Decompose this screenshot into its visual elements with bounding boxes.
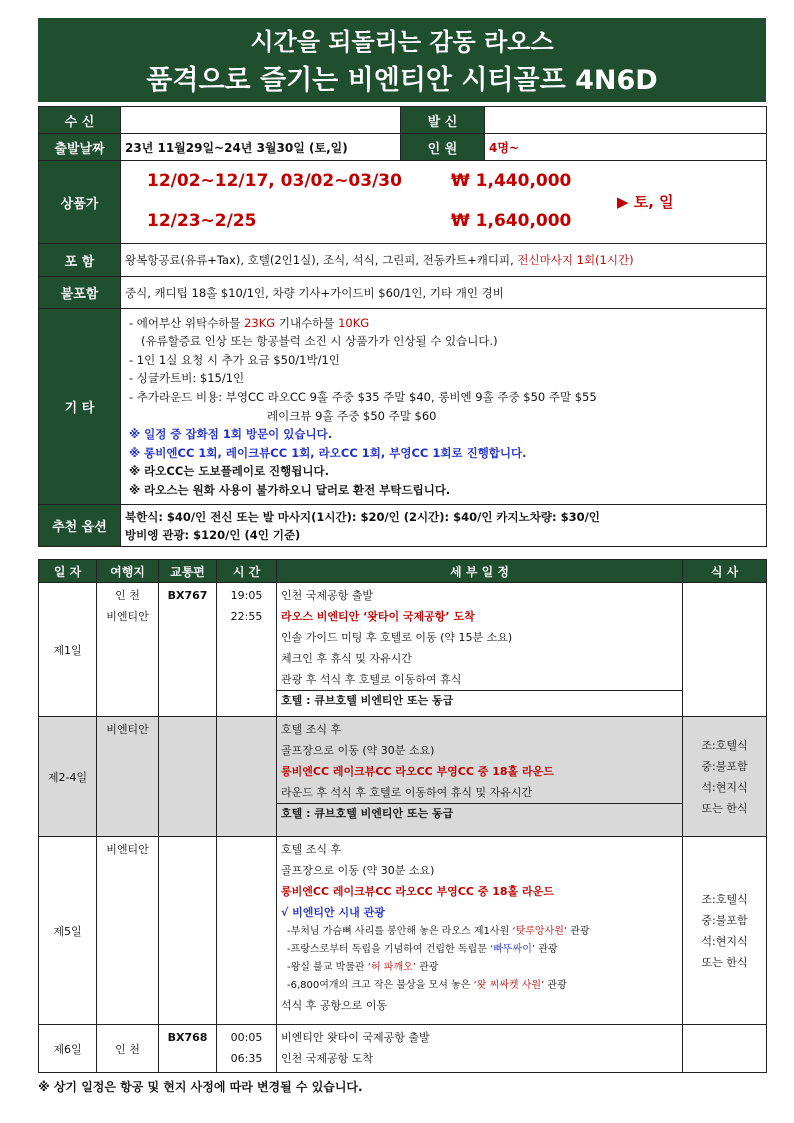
day1-flight: BX767	[159, 583, 217, 717]
day24-times	[217, 717, 277, 837]
day5-sight1-suffix: 관광	[567, 926, 590, 937]
day24-meal-lunch: 중:불포함	[701, 759, 748, 773]
recipient-label: 수 신	[39, 107, 121, 134]
day5-times	[217, 837, 277, 1025]
recipient-value	[121, 107, 401, 134]
etc-cart: - 싱글카트비: $15/1인	[129, 371, 245, 386]
day1-line4: 체크인 후 휴식 및 자유시간	[281, 652, 412, 665]
day1-line2: 라오스 비엔티안 ‘왓타이 국제공항’ 도착	[281, 610, 475, 623]
day24-meal	[683, 717, 767, 837]
col-day: 일 자	[39, 560, 97, 583]
day5-sight3-name: ‘허 파깨오’	[367, 962, 416, 973]
day24-place: 비엔티안	[97, 717, 159, 837]
exclude-label: 불포함	[39, 277, 121, 309]
col-meal: 식 사	[683, 560, 767, 583]
day24-meal-breakfast: 조:호텔식	[701, 738, 748, 752]
day24-meal-alt: 또는 한식	[701, 801, 748, 815]
price-amount-2: ₩ 1,640,000	[451, 211, 572, 231]
day5-meal	[683, 837, 767, 1025]
option-line2: 방비엥 관광: $120/인 (4인 기준)	[125, 527, 301, 542]
day5-sight4-name: ‘왓 씨싸켓 사원’	[473, 980, 545, 991]
etc-label: 기 타	[39, 309, 121, 505]
title-line2: 품격으로 즐기는 비엔티안 시티골프 4N6D	[146, 65, 658, 96]
col-transport: 교통편	[159, 560, 217, 583]
etc-baggage-cabin: 10KG	[338, 315, 370, 330]
day5-sight1-name: ‘탓루앙사원’	[512, 926, 568, 937]
etc-baggage-text2: 기내수하물	[275, 315, 339, 330]
day24-hotel: 호텔 : 큐브호텔 비엔티안 또는 동급	[277, 803, 682, 824]
day5-line5: 석식 후 공항으로 이동	[281, 999, 388, 1012]
people-label: 인 원	[401, 134, 485, 161]
day5-sight2-name: ‘빠뚜싸이’	[490, 944, 536, 955]
col-details: 세 부 일 정	[277, 560, 683, 583]
footer-note: ※ 상기 일정은 항공 및 현지 사정에 따라 변경될 수 있습니다.	[38, 1080, 363, 1094]
day5-sight1	[281, 923, 678, 941]
day5-meal-dinner: 석:현지식	[701, 934, 748, 948]
day5-label: 제5일	[39, 837, 97, 1025]
day1-time-2: 22:55	[230, 610, 263, 623]
include-value	[121, 244, 767, 277]
day5-sight4-text: -6,800여개의 크고 작은 불상을 모셔 놓은	[287, 980, 474, 991]
day24-line4: 라운드 후 석식 후 호텔로 이동하여 휴식 및 자유시간	[281, 786, 533, 799]
day6-time-1: 00:05	[230, 1031, 263, 1044]
day5-flight	[159, 837, 217, 1025]
day1-line1: 인천 국제공항 출발	[281, 589, 374, 602]
day5-sight3-suffix: 관광	[415, 962, 439, 973]
people-value: 4명~	[485, 134, 767, 161]
day6-flight: BX768	[159, 1025, 217, 1073]
day1-time-1: 19:05	[230, 589, 263, 602]
day24-line3: 롱비엔CC 레이크뷰CC 라오CC 부영CC 중 18홀 라운드	[281, 765, 554, 778]
departure-label: 출발날짜	[39, 134, 121, 161]
day24-line1: 호텔 조식 후	[281, 723, 342, 736]
day1-times	[217, 583, 277, 717]
day6-line2: 인천 국제공항 도착	[281, 1052, 374, 1065]
sender-value	[485, 107, 767, 134]
day1-label: 제1일	[39, 583, 97, 717]
price-days: ▶ 토, 일	[617, 193, 674, 211]
price-amount-1: ₩ 1,440,000	[451, 171, 572, 191]
etc-baggage-checked: 23KG	[244, 315, 276, 330]
day24-line2: 골프장으로 이동 (약 30분 소요)	[281, 744, 435, 757]
day5-sight3	[281, 959, 678, 977]
day5-sight1-text: -부처님 가슴뼈 사리를 봉안해 놓은 라오스 제1사원	[287, 926, 513, 937]
departure-value: 23년 11월29일~24년 3월30일 (토,일)	[121, 134, 401, 161]
day6-time-2: 06:35	[230, 1052, 263, 1065]
include-label: 포 함	[39, 244, 121, 277]
day6-times	[217, 1025, 277, 1073]
day5-sight2	[281, 941, 678, 959]
day1-line3: 인솔 가이드 미팅 후 호텔로 이동 (약 15분 소요)	[281, 631, 513, 644]
day5-meal-lunch: 중:불포함	[701, 913, 748, 927]
day5-line2: 골프장으로 이동 (약 30분 소요)	[281, 864, 435, 877]
itinerary-row-day2-4	[39, 717, 767, 837]
day6-label: 제6일	[39, 1025, 97, 1073]
day1-line5: 관광 후 석식 후 호텔로 이동하여 휴식	[281, 673, 462, 686]
day6-place: 인 천	[97, 1025, 159, 1073]
title-banner	[38, 18, 766, 102]
itinerary-table	[38, 559, 767, 1073]
etc-single: - 1인 1실 요청 시 추가 요금 $50/1박/1인	[129, 352, 340, 367]
etc-baggage-text: - 에어부산 위탁수하물	[129, 315, 245, 330]
day1-details	[277, 583, 683, 717]
day6-line1: 비엔티안 왓타이 국제공항 출발	[281, 1031, 430, 1044]
day5-details	[277, 837, 683, 1025]
itinerary-row-day6	[39, 1025, 767, 1073]
sender-label: 발 신	[401, 107, 485, 134]
price-cell	[121, 161, 767, 244]
day1-place	[97, 583, 159, 717]
day1-place-1: 인 천	[115, 589, 140, 602]
day5-sight2-text: -프랑스로부터 독립을 기념하여 건립한 독립문	[287, 944, 491, 955]
include-massage: 전신마사지 1회(1시간)	[517, 253, 634, 267]
option-label: 추천 옵션	[39, 505, 121, 547]
col-time: 시 간	[217, 560, 277, 583]
option-line1: 북한식: $40/인 전신 또는 발 마사지(1시간): $20/인 (2시간): $40/인 카지노차량: $30/인	[125, 509, 600, 524]
etc-baggage	[129, 314, 758, 333]
itinerary-row-day1	[39, 583, 767, 717]
day24-flight	[159, 717, 217, 837]
day6-details	[277, 1025, 683, 1073]
day24-details	[277, 717, 683, 837]
day5-meal-alt: 또는 한식	[701, 955, 748, 969]
etc-note1: ※ 일정 중 잡화점 1회 방문이 있습니다.	[129, 427, 333, 442]
option-cell	[121, 505, 767, 547]
day5-sight3-text: -왕실 불교 박물관	[287, 962, 368, 973]
day6-meal	[683, 1025, 767, 1073]
day5-sight2-suffix: 관광	[535, 944, 558, 955]
day5-meal-breakfast: 조:호텔식	[701, 892, 748, 906]
day1-hotel: 호텔 : 큐브호텔 비엔티안 또는 동급	[277, 690, 682, 711]
etc-extra-round2: 레이크뷰 9홀 주중 $50 주말 $60	[267, 408, 437, 423]
day24-meal-dinner: 석:현지식	[701, 780, 748, 794]
price-period-1: 12/02~12/17, 03/02~03/30	[147, 171, 402, 191]
etc-cell	[121, 309, 767, 505]
info-table	[38, 106, 767, 547]
day5-line1: 호텔 조식 후	[281, 843, 342, 856]
include-text: 왕복항공료(유류+Tax), 호텔(2인1실), 조식, 석식, 그린피, 전동카트+캐디피,	[125, 253, 514, 267]
etc-note3: ※ 라오CC는 도보플레이로 진행됩니다.	[129, 464, 329, 479]
day5-line3: 롱비엔CC 레이크뷰CC 라오CC 부영CC 중 18홀 라운드	[281, 885, 554, 898]
etc-note4: ※ 라오스는 원화 사용이 불가하오니 달러로 환전 부탁드립니다.	[129, 482, 451, 497]
price-period-2: 12/23~2/25	[147, 211, 257, 231]
etc-fuel: (유류할증료 인상 또는 항공블럭 소진 시 상품가가 인상될 수 있습니다.)	[141, 334, 498, 349]
exclude-value: 중식, 캐디팁 18홀 $10/1인, 차량 기사+가이드비 $60/1인, 기타 개인 경비	[121, 277, 767, 309]
price-label: 상품가	[39, 161, 121, 244]
day5-place: 비엔티안	[97, 837, 159, 1025]
etc-extra-round: - 추가라운드 비용: 부영CC 라오CC 9홀 주중 $35 주말 $40, 롱비엔 9홀 주중 $50 주말 $55	[129, 389, 597, 404]
title-line1: 시간을 되돌리는 감동 라오스	[250, 28, 554, 56]
itinerary-row-day5	[39, 837, 767, 1025]
etc-note2: ※ 롱비엔CC 1회, 레이크뷰CC 1회, 라오CC 1회, 부영CC 1회로 진행합니다.	[129, 445, 527, 460]
col-place: 여행지	[97, 560, 159, 583]
day5-sight4	[281, 977, 678, 995]
day1-place-2: 비엔티안	[106, 610, 149, 623]
day1-meal	[683, 583, 767, 717]
day5-line4: √ 비엔티안 시내 관광	[281, 906, 385, 919]
day5-sight4-suffix: 관광	[544, 980, 567, 991]
day24-label: 제2-4일	[39, 717, 97, 837]
